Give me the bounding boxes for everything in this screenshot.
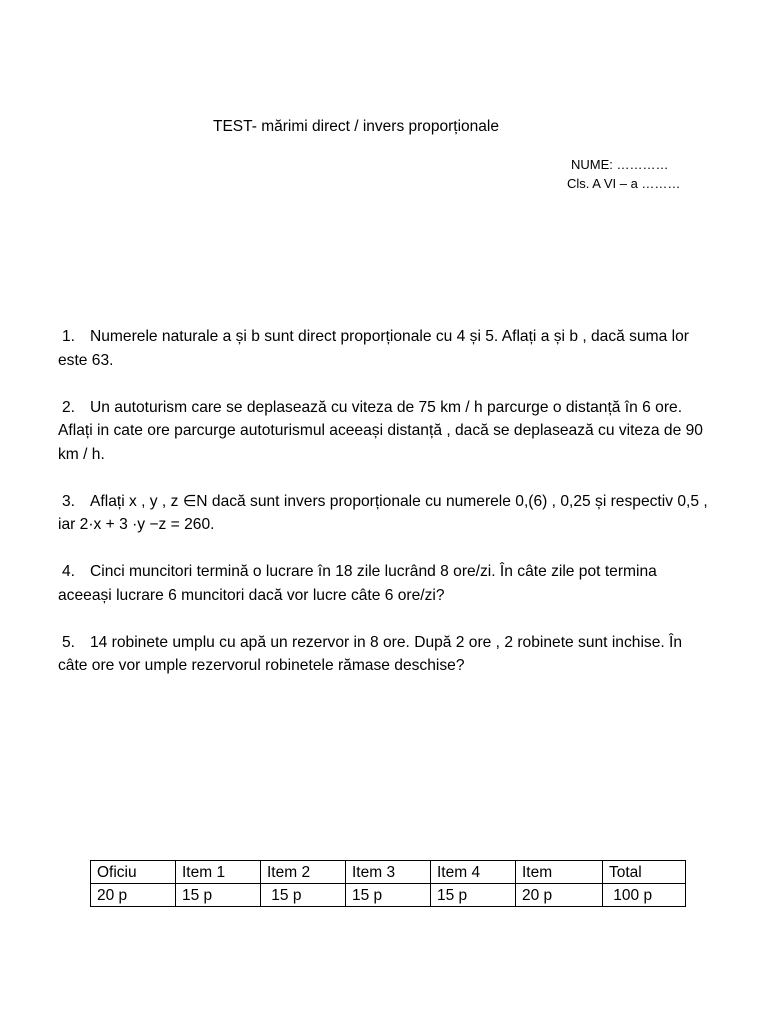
question-number: 4.	[62, 563, 76, 580]
question-item	[58, 631, 708, 678]
question-number: 3.	[62, 492, 76, 510]
question-number: 5.	[62, 633, 76, 651]
grading-points-cell: 15 p	[176, 884, 261, 907]
question-item	[58, 560, 708, 607]
questions-list	[58, 325, 708, 701]
grading-header-cell: Total	[603, 861, 686, 884]
question-number: 2.	[62, 398, 76, 416]
grading-points-cell: 15 p	[346, 884, 431, 907]
grading-header-cell: Item 1	[176, 861, 261, 884]
question-number: 1.	[62, 328, 76, 345]
student-name-line: NUME: …………	[571, 157, 669, 172]
question-text: 14 robinete umplu cu apă un rezervor in 8 ore. După 2 ore , 2 robinete sunt inchise. În câte ore vor umple rezervorul robinetele rămase deschise?	[58, 633, 683, 674]
question-item	[58, 325, 708, 372]
grading-points-cell: 20 p	[516, 884, 603, 907]
test-title: TEST- mărimi direct / invers proporționale	[213, 118, 499, 135]
question-text: Aflați x , y , z ∈N dacă sunt invers proporționale cu numerele 0,(6) , 0,25 și respectiv 0,5 , iar 2·x + 3 ·y −z = 260.	[58, 492, 708, 533]
class-line: Cls. A VI – a ………	[567, 176, 681, 191]
grading-points-cell: 20 p	[91, 884, 176, 907]
grading-header-cell: Oficiu	[91, 861, 176, 884]
grading-header-row	[91, 861, 686, 884]
grading-header-cell: Item	[516, 861, 603, 884]
grading-points-cell: 100 p	[603, 884, 686, 907]
grading-header-cell: Item 2	[261, 861, 346, 884]
grading-header-cell: Item 4	[431, 861, 516, 884]
question-text: Cinci muncitori termină o lucrare în 18 zile lucrând 8 ore/zi. În câte zile pot termina aceeași lucrare 6 muncitori dacă vor lucre câte 6 ore/zi?	[58, 563, 657, 604]
question-item	[58, 396, 708, 467]
grading-points-row	[91, 884, 686, 907]
question-text: Numerele naturale a și b sunt direct proporționale cu 4 și 5. Aflați a și b , dacă suma lor este 63.	[58, 328, 689, 369]
grading-points-cell: 15 p	[431, 884, 516, 907]
question-text: Un autoturism care se deplasează cu viteza de 75 km / h parcurge o distanță în 6 ore. Aflați in cate ore parcurge autoturismul aceeași distanță , dacă se deplasează cu viteza de 90 km / h.	[58, 398, 703, 463]
grading-points-cell: 15 p	[261, 884, 346, 907]
grading-table	[90, 860, 686, 907]
grading-header-cell: Item 3	[346, 861, 431, 884]
question-item	[58, 490, 708, 537]
